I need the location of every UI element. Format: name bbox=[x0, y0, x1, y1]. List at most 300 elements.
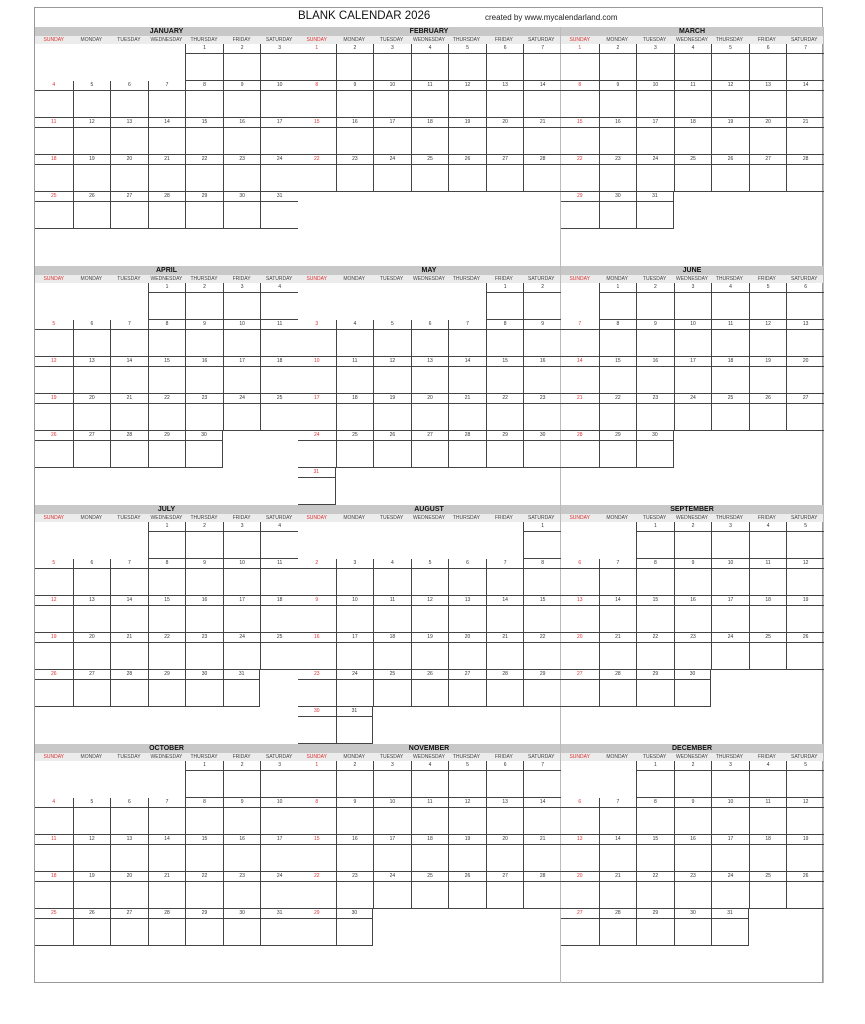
day-cell bbox=[336, 155, 374, 192]
day-number: 9 bbox=[186, 320, 223, 330]
empty-cell bbox=[749, 431, 787, 468]
day-cell bbox=[448, 320, 486, 357]
day-number: 3 bbox=[712, 761, 749, 771]
day-name-monday: MONDAY bbox=[80, 754, 103, 760]
empty-cell bbox=[749, 192, 787, 229]
week-row bbox=[561, 394, 824, 431]
day-number: 30 bbox=[637, 431, 673, 441]
day-cell bbox=[298, 155, 336, 192]
day-cell bbox=[561, 670, 599, 707]
day-cell bbox=[599, 320, 637, 357]
day-cell bbox=[786, 835, 824, 872]
day-cell bbox=[336, 118, 374, 155]
day-cell bbox=[636, 44, 674, 81]
day-cell bbox=[523, 633, 561, 670]
week-row bbox=[298, 798, 561, 835]
day-number: 25 bbox=[261, 394, 298, 404]
day-cell bbox=[260, 835, 298, 872]
day-number: 25 bbox=[675, 155, 712, 165]
day-name-friday: FRIDAY bbox=[232, 276, 251, 282]
day-number: 17 bbox=[224, 596, 261, 606]
day-cell bbox=[73, 596, 111, 633]
week-row bbox=[561, 909, 824, 946]
day-number: 23 bbox=[675, 872, 712, 882]
day-cell bbox=[223, 761, 261, 798]
day-name-wednesday: WEDNESDAY bbox=[413, 37, 445, 43]
day-number: 13 bbox=[787, 320, 824, 330]
day-number: 23 bbox=[298, 670, 336, 680]
day-name-tuesday: TUESDAY bbox=[117, 37, 141, 43]
day-cell bbox=[561, 431, 599, 468]
week-row bbox=[298, 559, 561, 596]
day-number: 10 bbox=[337, 596, 374, 606]
day-number: 12 bbox=[750, 320, 787, 330]
day-number: 23 bbox=[186, 394, 223, 404]
day-cell bbox=[411, 596, 449, 633]
week-row bbox=[561, 155, 824, 192]
day-number: 27 bbox=[111, 909, 148, 919]
day-cell bbox=[148, 522, 186, 559]
day-cell bbox=[148, 81, 186, 118]
day-cell bbox=[448, 81, 486, 118]
day-cell bbox=[486, 394, 524, 431]
day-cell bbox=[336, 798, 374, 835]
empty-cell bbox=[486, 468, 524, 505]
day-number: 12 bbox=[787, 798, 824, 808]
day-number: 5 bbox=[412, 559, 449, 569]
day-cell bbox=[636, 394, 674, 431]
day-cell bbox=[411, 559, 449, 596]
day-number: 7 bbox=[149, 798, 186, 808]
day-cell bbox=[786, 320, 824, 357]
empty-cell bbox=[674, 431, 712, 468]
day-cell bbox=[373, 761, 411, 798]
day-name-tuesday: TUESDAY bbox=[379, 754, 404, 760]
day-cell bbox=[636, 559, 674, 596]
day-cell bbox=[599, 559, 637, 596]
day-name-friday: FRIDAY bbox=[494, 515, 513, 521]
day-number: 3 bbox=[637, 44, 674, 54]
day-cell bbox=[411, 633, 449, 670]
day-cell bbox=[110, 872, 148, 909]
day-number: 22 bbox=[637, 633, 674, 643]
empty-cell bbox=[73, 283, 111, 320]
day-number: 25 bbox=[337, 431, 374, 441]
day-cell bbox=[298, 670, 336, 707]
empty-cell bbox=[411, 522, 449, 559]
day-cell bbox=[35, 320, 73, 357]
day-cell bbox=[786, 118, 824, 155]
day-number: 18 bbox=[750, 835, 787, 845]
day-cell bbox=[73, 118, 111, 155]
empty-cell bbox=[148, 761, 186, 798]
empty-cell bbox=[749, 909, 787, 946]
day-number: 9 bbox=[600, 81, 637, 91]
day-number: 24 bbox=[224, 633, 261, 643]
day-name-friday: FRIDAY bbox=[757, 276, 776, 282]
day-number: 27 bbox=[449, 670, 486, 680]
day-number: 15 bbox=[524, 596, 561, 606]
day-cell bbox=[298, 872, 336, 909]
day-cell bbox=[110, 155, 148, 192]
week-row bbox=[561, 81, 824, 118]
day-number: 12 bbox=[74, 835, 111, 845]
day-cell bbox=[336, 633, 374, 670]
day-cell bbox=[711, 761, 749, 798]
day-number: 6 bbox=[487, 761, 524, 771]
day-cell bbox=[223, 872, 261, 909]
day-cell bbox=[636, 596, 674, 633]
day-cell bbox=[411, 761, 449, 798]
day-number: 13 bbox=[74, 357, 111, 367]
empty-cell bbox=[599, 761, 637, 798]
day-cell bbox=[373, 633, 411, 670]
day-cell bbox=[223, 522, 261, 559]
day-cell bbox=[486, 835, 524, 872]
day-number: 1 bbox=[487, 283, 524, 293]
day-cell bbox=[411, 44, 449, 81]
day-cell bbox=[336, 761, 374, 798]
day-cell bbox=[786, 44, 824, 81]
day-name-friday: FRIDAY bbox=[494, 276, 513, 282]
day-cell bbox=[260, 192, 298, 229]
day-cell bbox=[561, 633, 599, 670]
month-name: AUGUST bbox=[298, 505, 560, 514]
day-number: 31 bbox=[261, 192, 298, 202]
day-number: 27 bbox=[750, 155, 787, 165]
month-name: OCTOBER bbox=[35, 744, 298, 753]
day-number: 15 bbox=[637, 835, 674, 845]
day-number: 6 bbox=[561, 798, 599, 808]
week-row bbox=[298, 394, 561, 431]
day-number: 4 bbox=[750, 761, 787, 771]
day-name-monday: MONDAY bbox=[343, 754, 365, 760]
empty-cell bbox=[711, 192, 749, 229]
day-number: 7 bbox=[787, 44, 824, 54]
day-cell bbox=[110, 81, 148, 118]
month-name: JULY bbox=[35, 505, 298, 514]
day-cell bbox=[786, 559, 824, 596]
week-row bbox=[35, 192, 298, 229]
day-cell bbox=[448, 44, 486, 81]
day-number: 5 bbox=[74, 81, 111, 91]
day-number: 6 bbox=[750, 44, 787, 54]
day-name-wednesday: WEDNESDAY bbox=[150, 754, 183, 760]
day-cell bbox=[35, 670, 73, 707]
day-number: 23 bbox=[337, 872, 374, 882]
day-name-friday: FRIDAY bbox=[232, 754, 251, 760]
day-cell bbox=[674, 633, 712, 670]
day-number: 15 bbox=[298, 118, 336, 128]
month-name: JUNE bbox=[561, 266, 823, 275]
month-name: SEPTEMBER bbox=[561, 505, 823, 514]
empty-cell bbox=[411, 909, 449, 946]
day-number: 27 bbox=[412, 431, 449, 441]
day-cell bbox=[599, 872, 637, 909]
empty-cell bbox=[561, 283, 599, 320]
day-cell bbox=[73, 192, 111, 229]
week-row bbox=[561, 431, 824, 468]
day-cell bbox=[298, 81, 336, 118]
day-cell bbox=[636, 431, 674, 468]
day-number: 2 bbox=[524, 283, 561, 293]
day-number: 10 bbox=[712, 798, 749, 808]
day-number: 30 bbox=[224, 192, 261, 202]
day-cell bbox=[373, 798, 411, 835]
day-name-thursday: THURSDAY bbox=[190, 754, 218, 760]
day-number: 3 bbox=[298, 320, 336, 330]
day-number: 9 bbox=[337, 81, 374, 91]
day-number: 10 bbox=[224, 559, 261, 569]
day-cell bbox=[561, 596, 599, 633]
day-number: 29 bbox=[186, 192, 223, 202]
day-cell bbox=[749, 118, 787, 155]
day-cell bbox=[411, 394, 449, 431]
day-names-row bbox=[35, 514, 298, 522]
day-cell bbox=[35, 596, 73, 633]
day-cell bbox=[373, 394, 411, 431]
day-cell bbox=[599, 633, 637, 670]
day-number: 7 bbox=[600, 559, 637, 569]
day-number: 8 bbox=[524, 559, 561, 569]
day-cell bbox=[749, 559, 787, 596]
empty-cell bbox=[336, 283, 374, 320]
day-number: 8 bbox=[487, 320, 524, 330]
day-cell bbox=[636, 155, 674, 192]
day-number: 14 bbox=[111, 357, 148, 367]
day-number: 19 bbox=[449, 118, 486, 128]
day-number: 13 bbox=[561, 596, 599, 606]
day-cell bbox=[185, 192, 223, 229]
day-name-tuesday: TUESDAY bbox=[642, 37, 667, 43]
day-number: 16 bbox=[600, 118, 637, 128]
week-row bbox=[561, 596, 824, 633]
day-number: 8 bbox=[637, 798, 674, 808]
day-name-saturday: SATURDAY bbox=[265, 754, 293, 760]
day-cell bbox=[185, 798, 223, 835]
day-number: 19 bbox=[412, 633, 449, 643]
day-cell bbox=[749, 155, 787, 192]
day-cell bbox=[599, 357, 637, 394]
day-number: 24 bbox=[298, 431, 336, 441]
empty-cell bbox=[73, 44, 111, 81]
day-number: 13 bbox=[487, 798, 524, 808]
day-cell bbox=[336, 596, 374, 633]
day-number: 6 bbox=[787, 283, 824, 293]
day-cell bbox=[674, 798, 712, 835]
week-row bbox=[35, 320, 298, 357]
week-row bbox=[561, 835, 824, 872]
day-cell bbox=[373, 431, 411, 468]
day-number: 4 bbox=[412, 761, 449, 771]
day-number: 26 bbox=[374, 431, 411, 441]
day-number: 18 bbox=[261, 596, 298, 606]
day-number: 25 bbox=[750, 872, 787, 882]
day-number: 11 bbox=[750, 798, 787, 808]
day-cell bbox=[523, 559, 561, 596]
day-cell bbox=[73, 633, 111, 670]
day-cell bbox=[599, 192, 637, 229]
day-name-tuesday: TUESDAY bbox=[379, 37, 404, 43]
day-cell bbox=[35, 798, 73, 835]
day-cell bbox=[674, 155, 712, 192]
day-cell bbox=[223, 155, 261, 192]
empty-cell bbox=[711, 670, 749, 707]
day-cell bbox=[711, 320, 749, 357]
day-cell bbox=[35, 431, 73, 468]
day-cell bbox=[73, 357, 111, 394]
day-number: 17 bbox=[374, 835, 411, 845]
day-name-thursday: THURSDAY bbox=[715, 515, 743, 521]
day-name-saturday: SATURDAY bbox=[528, 754, 555, 760]
day-name-wednesday: WEDNESDAY bbox=[150, 37, 183, 43]
month-january bbox=[35, 27, 298, 266]
day-cell bbox=[486, 670, 524, 707]
day-cell bbox=[185, 118, 223, 155]
day-cell bbox=[523, 118, 561, 155]
week-row bbox=[35, 835, 298, 872]
day-number: 23 bbox=[224, 872, 261, 882]
week-row bbox=[35, 155, 298, 192]
day-number: 8 bbox=[298, 798, 336, 808]
week-row bbox=[561, 670, 824, 707]
day-number: 31 bbox=[261, 909, 298, 919]
day-cell bbox=[373, 155, 411, 192]
day-number: 3 bbox=[675, 283, 712, 293]
day-number: 16 bbox=[637, 357, 674, 367]
day-cell bbox=[674, 118, 712, 155]
day-name-thursday: THURSDAY bbox=[715, 37, 743, 43]
day-cell bbox=[674, 81, 712, 118]
day-number: 29 bbox=[186, 909, 223, 919]
day-number: 6 bbox=[74, 559, 111, 569]
day-cell bbox=[749, 633, 787, 670]
day-name-sunday: SUNDAY bbox=[569, 276, 590, 282]
day-cell bbox=[35, 357, 73, 394]
day-cell bbox=[73, 155, 111, 192]
day-cell bbox=[223, 44, 261, 81]
day-number: 25 bbox=[35, 192, 73, 202]
day-cell bbox=[148, 670, 186, 707]
day-cell bbox=[561, 872, 599, 909]
day-number: 15 bbox=[186, 835, 223, 845]
day-cell bbox=[599, 670, 637, 707]
day-number: 9 bbox=[675, 798, 712, 808]
day-name-saturday: SATURDAY bbox=[528, 515, 555, 521]
day-cell bbox=[599, 44, 637, 81]
day-number: 5 bbox=[35, 320, 73, 330]
day-number: 17 bbox=[337, 633, 374, 643]
day-number: 14 bbox=[600, 596, 637, 606]
day-cell bbox=[260, 559, 298, 596]
day-number: 25 bbox=[35, 909, 73, 919]
day-number: 26 bbox=[449, 155, 486, 165]
day-cell bbox=[35, 559, 73, 596]
day-number: 9 bbox=[337, 798, 374, 808]
day-number: 5 bbox=[74, 798, 111, 808]
week-row bbox=[298, 633, 561, 670]
day-number: 7 bbox=[111, 559, 148, 569]
day-cell bbox=[185, 835, 223, 872]
day-cell bbox=[711, 81, 749, 118]
day-cell bbox=[148, 192, 186, 229]
day-cell bbox=[636, 798, 674, 835]
month-june bbox=[561, 266, 824, 505]
day-number: 16 bbox=[298, 633, 336, 643]
day-cell bbox=[636, 81, 674, 118]
day-number: 8 bbox=[600, 320, 637, 330]
empty-cell bbox=[448, 707, 486, 744]
day-cell bbox=[786, 798, 824, 835]
empty-cell bbox=[523, 468, 561, 505]
day-cell bbox=[786, 633, 824, 670]
day-number: 4 bbox=[261, 283, 298, 293]
day-name-saturday: SATURDAY bbox=[265, 276, 293, 282]
day-cell bbox=[561, 909, 599, 946]
month-name: FEBRUARY bbox=[298, 27, 560, 36]
day-number: 19 bbox=[787, 835, 824, 845]
day-cell bbox=[260, 633, 298, 670]
day-number: 29 bbox=[600, 431, 637, 441]
day-cell bbox=[35, 192, 73, 229]
month-name: MARCH bbox=[561, 27, 823, 36]
day-cell bbox=[786, 761, 824, 798]
week-row bbox=[35, 670, 298, 707]
empty-cell bbox=[73, 522, 111, 559]
day-number: 9 bbox=[224, 81, 261, 91]
day-cell bbox=[260, 522, 298, 559]
day-number: 2 bbox=[600, 44, 637, 54]
day-cell bbox=[561, 798, 599, 835]
day-number: 20 bbox=[449, 633, 486, 643]
month-december bbox=[561, 744, 824, 983]
day-number: 6 bbox=[487, 44, 524, 54]
day-cell bbox=[298, 633, 336, 670]
day-cell bbox=[711, 909, 749, 946]
day-number: 31 bbox=[298, 468, 335, 478]
quarter-4 bbox=[35, 744, 822, 983]
day-number: 18 bbox=[261, 357, 298, 367]
day-number: 29 bbox=[637, 909, 674, 919]
day-cell bbox=[561, 155, 599, 192]
day-cell bbox=[786, 357, 824, 394]
day-cell bbox=[373, 596, 411, 633]
day-cell bbox=[636, 872, 674, 909]
day-number: 13 bbox=[111, 835, 148, 845]
day-number: 21 bbox=[561, 394, 599, 404]
day-cell bbox=[486, 559, 524, 596]
empty-cell bbox=[148, 44, 186, 81]
week-row bbox=[35, 81, 298, 118]
week-row bbox=[298, 909, 561, 946]
empty-cell bbox=[786, 909, 824, 946]
day-cell bbox=[373, 118, 411, 155]
day-name-thursday: THURSDAY bbox=[190, 37, 218, 43]
day-cell bbox=[448, 835, 486, 872]
day-name-thursday: THURSDAY bbox=[715, 276, 743, 282]
day-name-tuesday: TUESDAY bbox=[642, 515, 667, 521]
day-cell bbox=[298, 118, 336, 155]
day-cell bbox=[185, 761, 223, 798]
month-name: JANUARY bbox=[35, 27, 298, 36]
day-number: 12 bbox=[35, 357, 73, 367]
day-number: 16 bbox=[337, 118, 374, 128]
day-cell bbox=[223, 909, 261, 946]
day-cell bbox=[260, 81, 298, 118]
day-number: 10 bbox=[374, 81, 411, 91]
month-september bbox=[561, 505, 824, 744]
day-cell bbox=[185, 81, 223, 118]
